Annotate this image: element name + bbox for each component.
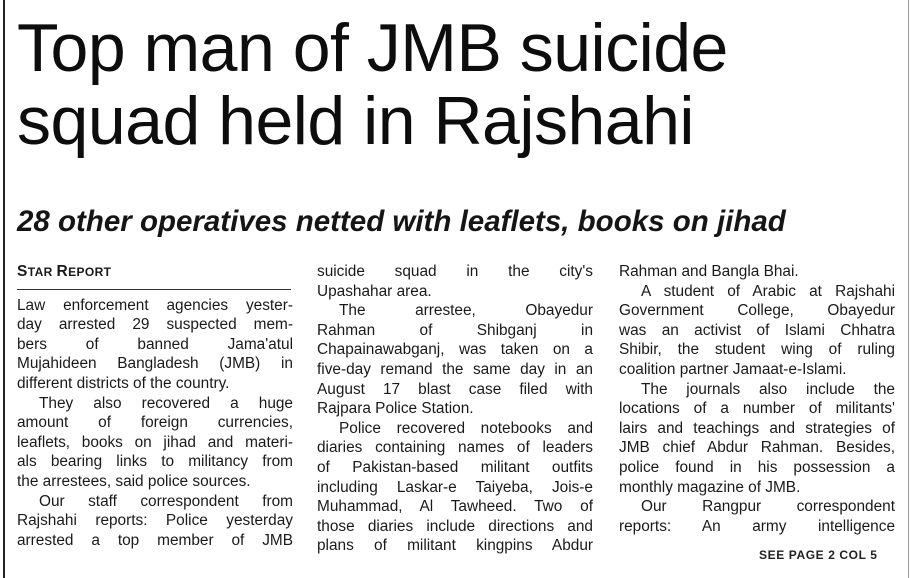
text-line: The arrestee, Obayedur <box>339 302 593 320</box>
text-line: diaries containing names of leaders <box>317 439 593 457</box>
text-line: was an activist of Islami Chhatra <box>619 321 895 339</box>
text-line: monthly magazine of JMB. <box>619 478 801 496</box>
text-line: A student of Arabic at Rajshahi <box>641 282 895 300</box>
text-line: reports: An army intelligence <box>619 517 895 535</box>
continuation-jump: SEE PAGE 2 COL 5 <box>759 548 878 562</box>
text-line: Government College, Obayedur <box>619 302 895 320</box>
text-line: including Laskar-e Taiyeba, Jois-e <box>317 478 593 496</box>
subheadline: 28 other operatives netted with leaflets, books on jihad <box>17 205 786 238</box>
text-line: Our Rangpur correspondent <box>641 498 895 516</box>
text-line: Rahman of Shibganj in <box>317 321 593 339</box>
text-line: Chapainawabganj, was taken on a <box>317 341 593 359</box>
text-line: the arrestees, said police sources. <box>17 472 251 490</box>
byline-initial-2: R <box>56 263 69 280</box>
text-line: The journals also include the <box>641 380 895 398</box>
text-line: lairs and teachings and strategies of <box>619 419 895 437</box>
text-line: plans of militant kingpins Abdur <box>317 537 593 555</box>
text-line: Our staff correspondent from <box>39 492 293 510</box>
text-line: those diaries include directions and <box>317 517 593 535</box>
text-line: coalition partner Jamaat-e-Islami. <box>619 360 847 378</box>
text-line: Rajpara Police Station. <box>317 400 474 418</box>
text-line: Upashahar area. <box>317 282 432 300</box>
text-line: suicide squad in the city's <box>317 263 593 280</box>
article-column-2 <box>317 262 593 556</box>
text-line: Law enforcement agencies yester- <box>17 296 293 314</box>
right-edge-rule <box>908 0 909 578</box>
byline-initial-1: S <box>17 263 28 280</box>
left-column-rule <box>3 0 5 578</box>
text-line: Shibir, the student wing of ruling <box>619 341 895 359</box>
text-line: leaflets, books on jihad and materi- <box>17 433 293 451</box>
byline <box>17 262 291 290</box>
text-line: amount of foreign currencies, <box>17 414 293 432</box>
text-line: day arrested 29 suspected mem- <box>17 316 293 334</box>
text-line: JMB chief Abdur Rahman. Besides, <box>619 439 895 457</box>
text-line: Rajshahi reports: Police yesterday <box>17 512 293 530</box>
text-line: August 17 blast case filed with <box>317 380 593 398</box>
headline <box>17 12 897 158</box>
text-line: Mujahideen Bangladesh (JMB) in <box>17 355 293 373</box>
text-line: bers of banned Jama'atul <box>17 335 293 353</box>
byline-rest-1: TAR <box>27 265 57 279</box>
text-line: locations of a number of militants' <box>619 400 895 418</box>
byline-rest-2: EPORT <box>68 265 112 279</box>
article-column-3 <box>619 262 895 536</box>
text-line: Muhammad, Al Tawheed. Two of <box>317 498 593 516</box>
headline-line-1: Top man of JMB suicide <box>17 10 728 86</box>
article-column-1 <box>17 262 293 550</box>
text-line: They also recovered a huge <box>39 394 293 412</box>
text-line: different districts of the country. <box>17 374 230 392</box>
headline-line-2: squad held in Rajshahi <box>17 83 695 159</box>
text-line: Police recovered notebooks and <box>339 419 593 437</box>
text-line: five-day remand the same day in an <box>317 360 593 378</box>
text-line: arrested a top member of JMB <box>17 531 293 549</box>
text-line: als bearing links to militancy from <box>17 453 293 471</box>
text-line: Rahman and Bangla Bhai. <box>619 263 799 280</box>
text-line: police found in his possession a <box>619 458 895 476</box>
text-line: of Pakistan-based militant outfits <box>317 458 593 476</box>
